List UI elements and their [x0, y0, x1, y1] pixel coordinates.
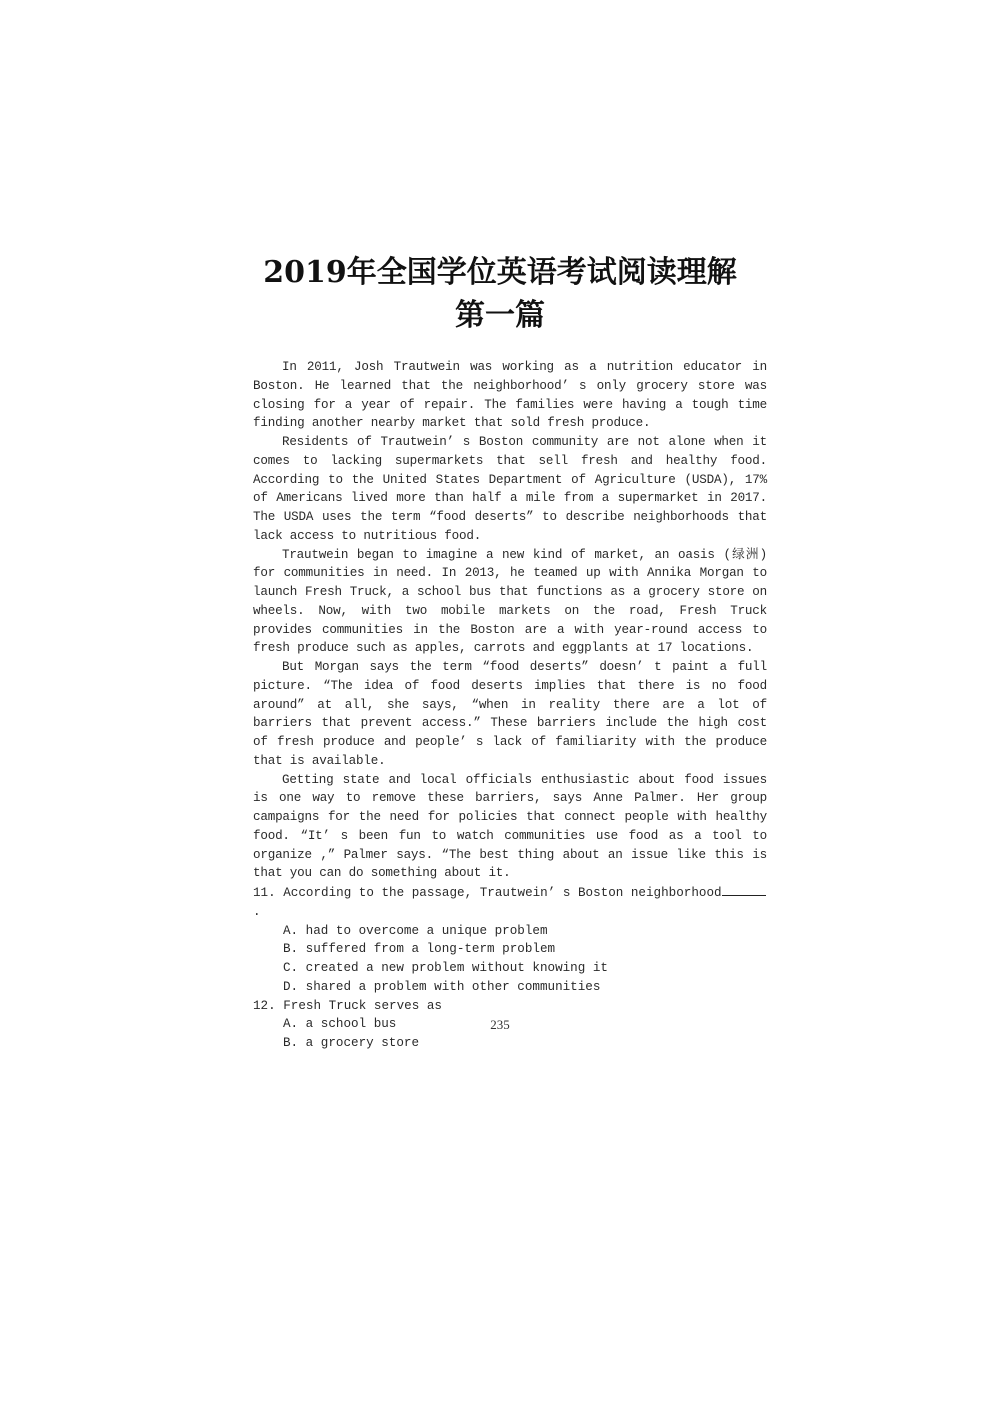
answer-blank: [722, 883, 766, 896]
page-subtitle: 第一篇: [455, 298, 545, 333]
question-stem: 12. Fresh Truck serves as: [253, 998, 442, 1013]
answer-option: A. a school bus: [283, 1017, 397, 1032]
passage-paragraph: In 2011, Josh Trautwein was working as a nutrition educator in Boston. He learned that the neighborhood’ s only grocery store was closing for a year of repair. The families were having a tough time finding another nearby market that sold fresh produce.: [253, 360, 767, 431]
page-title: 2019年全国学位英语考试阅读理解: [263, 255, 737, 290]
passage-paragraph: Getting state and local officials enthusiastic about food issues is one way to remove these barriers, says Anne Palmer. Her group campaigns for the need for policies that connect people with healthy food. “It’ s been fun to watch communities use food as a tool to organize ,” Palmer says. “The best thing about an issue like this is that you can do something about it.: [253, 772, 767, 881]
passage-paragraph: Residents of Trautwein’ s Boston community are not alone when it comes to lacking supermarkets that sell fresh and healthy food. According to the United States Department of Agriculture (USDA), 17% of Americans lived more than half a mile from a supermarket in 2017. The USDA uses the term “food deserts” to describe neighborhoods that lack access to nutritious food.: [253, 435, 767, 543]
answer-option: B. a grocery store: [283, 1036, 420, 1050]
answer-option: D. shared a problem with other communities: [283, 979, 601, 994]
question-stem-end: .: [253, 904, 261, 919]
answer-option: A. had to overcome a unique problem: [283, 923, 548, 938]
question-stem: 11. According to the passage, Trautwein’ s Boston neighborhood: [253, 886, 722, 900]
passage-paragraph: Trautwein began to imagine a new kind of market, an oasis (绿洲) for communities in need. In 2013, he teamed up with Annika Morgan to launch Fresh Truck, a school bus that functions as a grocery store on wheels. Now, with two mobile markets on the road, Fresh Truck provides communities in the Boston are a with year-round access to fresh produce such as apples, carrots and eggplants at 17 locations.: [253, 547, 767, 656]
answer-option: C. created a new problem without knowing it: [283, 961, 608, 975]
passage-paragraph: But Morgan says the term “food deserts” doesn’ t paint a full picture. “The idea of food deserts implies that there is no food around” at all, she says, “when in reality there are a lot of barriers that prevent access.” These barriers include the high cost of fresh produce and people’ s lack of familiarity with the produce that is available.: [253, 660, 767, 768]
answer-option: B. suffered from a long-term problem: [283, 942, 556, 957]
page-number: 235: [490, 1017, 510, 1032]
reading-passage: [253, 358, 767, 1053]
question-12: [253, 997, 767, 1016]
question-11: [253, 883, 767, 922]
